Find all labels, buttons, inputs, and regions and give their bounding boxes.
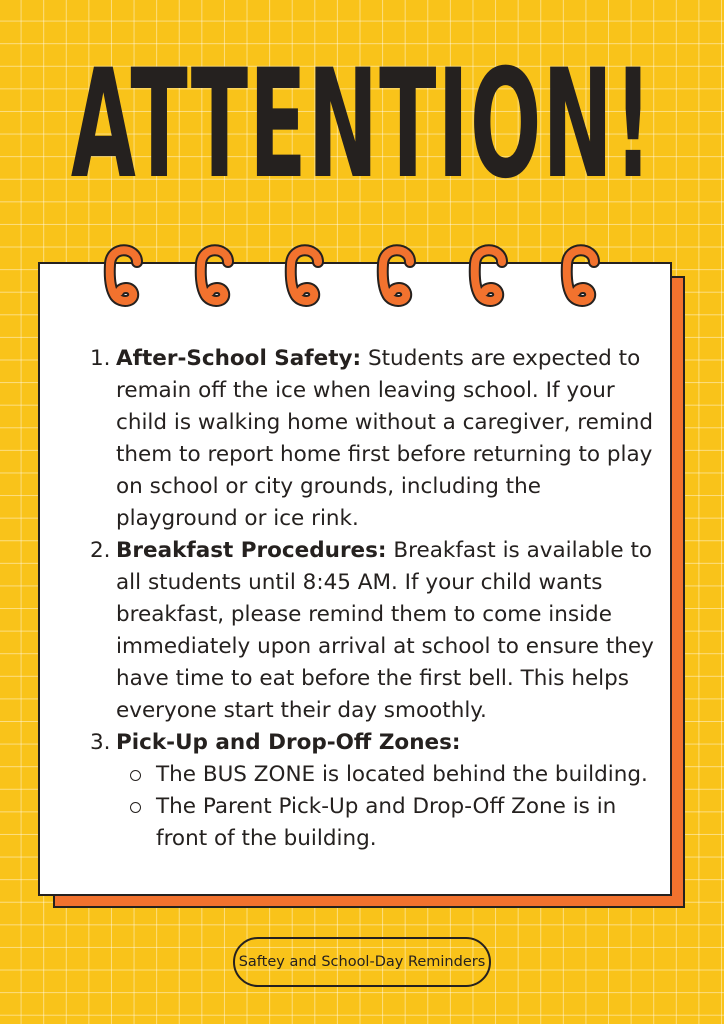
bullet-circle-icon	[130, 802, 141, 813]
list-item-after-school	[90, 343, 660, 535]
item-title: Pick-Up and Drop-Off Zones:	[116, 730, 461, 755]
spiral-ring-icon	[383, 250, 410, 301]
zone-bullets	[130, 759, 660, 855]
item-number: 2.	[90, 538, 111, 563]
headline	[0, 40, 724, 210]
bullet-text: The BUS ZONE is located behind the building.	[156, 762, 648, 787]
spiral-ring-icon	[201, 250, 228, 301]
bullet-circle-icon	[130, 770, 141, 781]
spiral-ring-icon	[475, 250, 502, 301]
spiral-binding	[0, 236, 724, 316]
footer-label	[233, 937, 491, 987]
headline-text: ATTENTION!	[70, 38, 654, 212]
item-number: 3.	[90, 730, 111, 755]
footer-label-text: Saftey and School-Day Reminders	[238, 954, 486, 970]
item-number: 1.	[90, 346, 111, 371]
spiral-ring-icon	[291, 250, 318, 301]
notice-list	[90, 343, 660, 855]
spiral-ring-icon	[110, 250, 137, 301]
list-item-breakfast	[90, 535, 660, 727]
list-item-zones	[90, 727, 660, 855]
bullet-item	[130, 791, 660, 855]
bullet-item	[130, 759, 660, 791]
item-text: Students are expected to remain off the ice when leaving school. If your child is walking home without a caregiver, remind them to report home first before returning to play on school or city grounds, including the playground or ice rink.	[116, 346, 654, 531]
bullet-text: The Parent Pick-Up and Drop-Off Zone is in front of the building.	[156, 794, 617, 851]
spiral-ring-icon	[567, 250, 594, 301]
item-text: Breakfast is available to all students until 8:45 AM. If your child wants breakfast, please remind them to come inside immediately upon arrival at school to ensure they have time to eat before the first bell. This helps everyone start their day smoothly.	[116, 538, 654, 723]
item-title: Breakfast Procedures:	[116, 538, 387, 563]
item-title: After-School Safety:	[116, 346, 362, 371]
